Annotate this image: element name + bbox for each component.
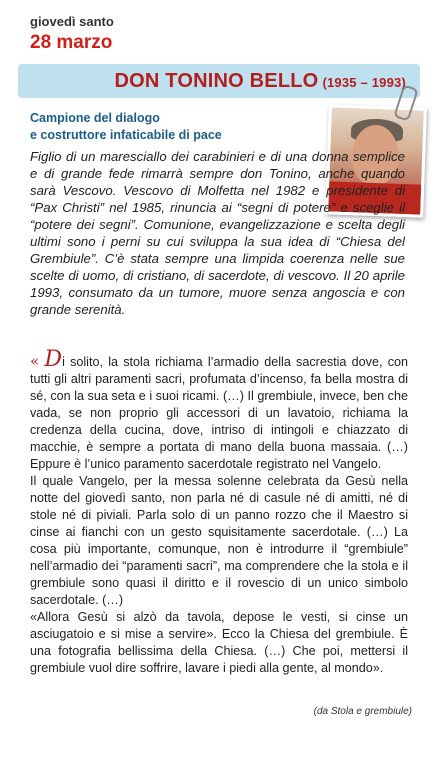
profile-subtitle (30, 110, 320, 144)
quote-source: (da Stola e grembiule) (313, 706, 412, 717)
quote-text-1: i solito, la stola richiama l’armadio della sacrestia dove, con tutti gli altri paramenti sacri, profumata d’incenso, fa bella mostra di sé, con la sua seta e i suoi ricami. (…) Il grembiule, invece, ben che vada, se non proprio gli accessori di un lavatoio, richiama la credenza della cucina, dove, intriso di intingoli e chiazzato di macchie, è sempre a portata di mano della buona massaia. (…) Eppure è l’unico paramento sacerdotale registrato nel Vangelo. (30, 355, 409, 471)
quote-paragraph-2: Il quale Vangelo, per la messa solenne celebrata da Gesù nella notte del giovedì santo, non parla né di casule né di amitti, né di stole né di piviali. Parla solo di un panno rozzo che il Maestro si cinse ai fianchi con un gesto squisitamente sacerdotale. (…) La cosa più importante, comunque, non è introdurre il “grembiule” nell’armadio dei “paramenti sacri”, ma comprendere che la stola e il grembiule sono quasi il diritto e il rovescio di un unico simbolo sacerdotale. (…) (30, 474, 408, 607)
subtitle-line-1: Campione del dialogo (30, 111, 160, 125)
quote-paragraph-3: «Allora Gesù si alzò da tavola, depose le vesti, si cinse un asciugatoio e si mise a servire». Ecco la Chiesa del grembiule. È una fotografia bellissima della Chiesa. (…) Che poi, mettersi il grembiule vuol dire soffrire, lavare i piedi alla gente, al mondo». (30, 610, 408, 675)
life-years: (1935 – 1993) (322, 75, 406, 90)
open-quote-mark: « (30, 352, 40, 370)
biography: Figlio di un maresciallo dei carabinieri e di una donna semplice e di grande fede rimarrà sempre don Tonino, anche quando sarà Vescovo. Vescovo di Molfetta nel 1982 e presidente di “Pax Christi” nel 1985, rinuncia ai “segni di potere” e sceglie il “potere dei segni”. Comunione, evangelizzazione e scelta degli ultimi sono i perni su cui sviluppa la sua idea di “Chiesa del Grembiule”. C’è stata sempre una limpida coerenza nelle sue scelte di uomo, di cristiano, di sacerdote, di vescovo. Il 20 aprile 1993, consumato da un tumore, muore senza angoscia e con grande serenità. (30, 149, 405, 317)
date: 28 marzo (30, 32, 113, 53)
quotation (30, 347, 409, 677)
banner-title (114, 70, 406, 93)
subtitle-line-2: e costruttore infaticabile di pace (30, 128, 222, 142)
day-label: giovedì santo (30, 14, 114, 29)
quote-paragraph-1 (30, 347, 409, 473)
title-banner (18, 64, 420, 98)
person-name: DON TONINO BELLO (114, 70, 319, 92)
dropcap-letter: D (44, 347, 63, 372)
